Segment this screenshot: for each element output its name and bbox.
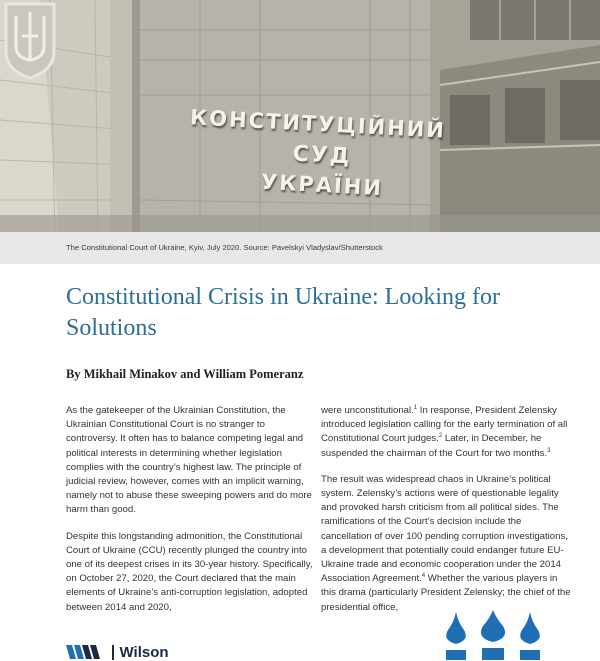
paragraph: The result was widespread chaos in Ukraine’s political system. Zelensky’s actions were of questionable legality and provoked harsh criticism from all political sides. The ramifications of the Court’s decision include the cancellation of over 100 pending corruption investigations, a development that potentially could endanger future EU-Ukraine trade and economic cooperation under the 2014 Association Agreement.$^4$ Whether the various players in this drama (particularly President Zelensky; the chief of the presidential office, (321, 473, 571, 613)
footnote-ref[interactable]: 2 (438, 433, 443, 440)
body-column-right (321, 404, 573, 627)
article-byline: By Mikhail Minakov and William Pomeranz (66, 367, 304, 381)
paragraph: Despite this longstanding admonition, the Constitutional Court of Ukraine (CCU) recently plunged the country into one of its deepest crises in its 30-year history. Specifically, on October 27, 2020, the Court declared that the main elements of Ukraine’s anti-corruption legislation, adopted between 2014 and 2020, (66, 530, 313, 613)
logo-separator (112, 645, 114, 660)
sign-line-2: СУД (292, 141, 352, 170)
paragraph: were unconstitutional.$^1$ In response, President Zelensky introduced legislation calling for the early termination of all Constitutional Court judges.$^2$ Later, in December, he suspended the chairman of the Court for two months.$^3$ (321, 404, 568, 459)
logo-wordmark: Wilson (119, 643, 169, 661)
wilson-logo[interactable] (66, 644, 169, 660)
hero-photo (0, 0, 600, 240)
footnote-ref[interactable]: 4 (421, 573, 426, 580)
domes-logo-icon (438, 610, 548, 660)
body-column-left (66, 404, 318, 627)
paragraph: As the gatekeeper of the Ukrainian Constitution, the Ukrainian Constitutional Court is no stranger to controversy. It often has to balance competing legal and political interests in determining whether legislation complies with the country’s highest law. The principle of judicial review, however, comes with an implicit warning, namely not to abuse these sweeping powers and do more harm than good. (66, 405, 312, 516)
trident-icon (0, 0, 60, 80)
photo-caption: The Constitutional Court of Ukraine, Kyiv, July 2020. Source: Pavelskyi Vladyslav/Shutterstock (0, 232, 600, 264)
sign-line-3: УКРАЇНИ (260, 169, 384, 201)
footnote-ref[interactable]: 3 (547, 447, 551, 454)
wilson-w-logo-icon (66, 645, 106, 659)
sign-line-1: КОНСТИТУЦІЙНИЙ (189, 105, 447, 143)
article-title: Constitutional Crisis in Ukraine: Looking for Solutions (66, 284, 500, 341)
footnote-ref[interactable]: 1 (413, 404, 418, 411)
